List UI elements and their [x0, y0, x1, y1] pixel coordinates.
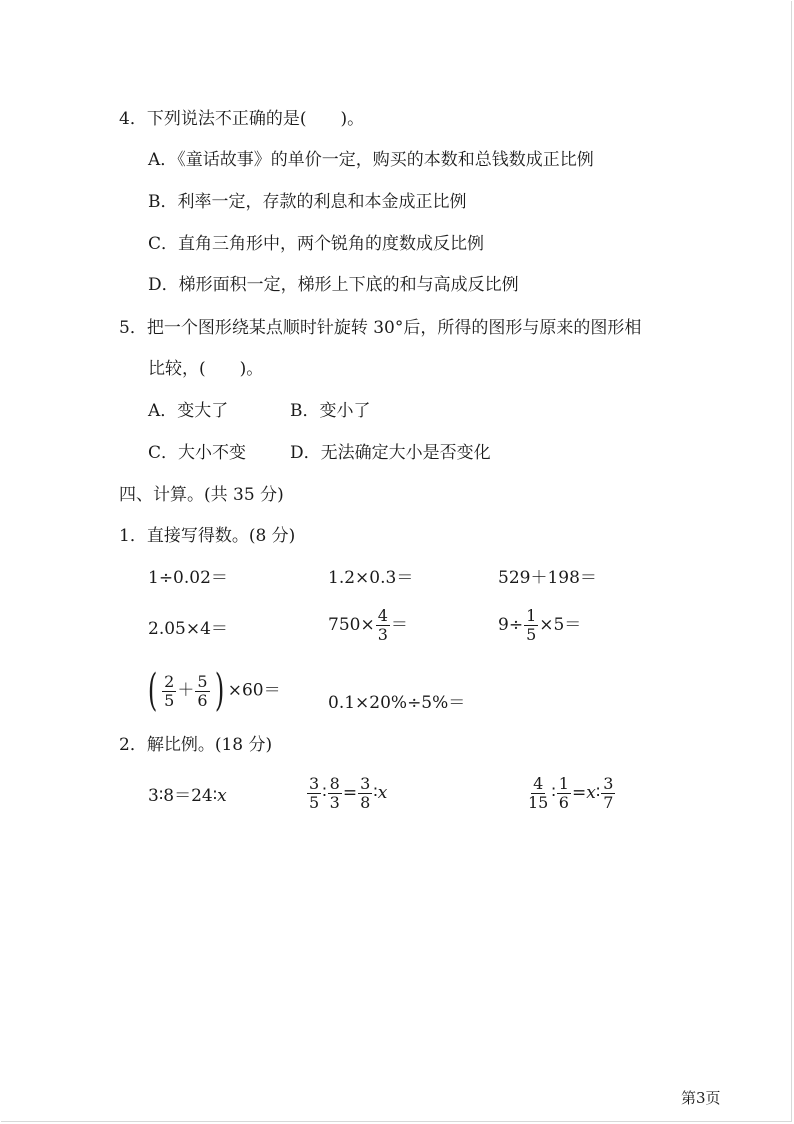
- calc-item-6-prefix: 9÷: [498, 615, 524, 635]
- fraction-numerator: 3: [360, 774, 371, 793]
- fraction-denominator: 5: [309, 793, 320, 812]
- proportion-3: [525, 775, 616, 812]
- plus-sign: ＋: [177, 680, 195, 701]
- section-4-heading: 四、计算。(共 35 分): [119, 485, 284, 505]
- fraction: [307, 775, 321, 812]
- calc-item-7-fraction-1: [162, 673, 176, 710]
- page-number: 第3页: [681, 1089, 721, 1107]
- fraction: [358, 775, 372, 812]
- fraction: [328, 775, 342, 812]
- proportion-1: [148, 785, 227, 807]
- calc-item-2: 1.2×0.3＝: [328, 568, 414, 588]
- fraction: [601, 775, 615, 812]
- fraction-numerator: 5: [197, 671, 208, 691]
- calc-item-6: [498, 607, 581, 644]
- fraction-numerator: 3: [309, 774, 320, 793]
- worksheet-page: [1, 1, 792, 1122]
- fraction-denominator: 3: [377, 625, 388, 644]
- question-5-option-d: D．无法确定大小是否变化: [290, 443, 491, 463]
- fraction-denominator: 5: [164, 690, 175, 710]
- question-5-stem-line1: 5．把一个图形绕某点顺时针旋转 30°后，所得的图形与原来的图形相: [119, 318, 642, 338]
- ratio-colon: ∶: [551, 783, 556, 803]
- question-4-option-d: D．梯形面积一定，梯形上下底的和与高成反比例: [148, 275, 519, 295]
- equals-sign: =: [571, 783, 587, 803]
- fraction-numerator: 8: [329, 774, 340, 793]
- unknown-x: x: [377, 783, 388, 803]
- fraction: [526, 775, 550, 812]
- unknown-x: x: [586, 783, 596, 803]
- equals-sign: =: [342, 783, 358, 803]
- term: 8＝24: [163, 786, 213, 806]
- calc-item-3: 529＋198＝: [498, 568, 597, 588]
- question-4-option-b: B．利率一定，存款的利息和本金成正比例: [148, 192, 467, 212]
- part-2-title: 2．解比例。(18 分): [119, 735, 273, 755]
- calc-item-6-fraction: [524, 607, 538, 644]
- calc-item-5: [328, 607, 408, 644]
- calc-item-7-suffix: ×60＝: [227, 680, 281, 701]
- fraction-denominator: 8: [360, 793, 371, 812]
- fraction-numerator: 2: [164, 671, 175, 691]
- fraction: [557, 775, 571, 812]
- question-5-option-b: B．变小了: [290, 401, 371, 421]
- term: 3: [148, 786, 159, 806]
- calc-item-7-fraction-2: [195, 673, 209, 710]
- calc-item-8: 0.1×20%÷5%＝: [328, 693, 466, 713]
- calc-item-7: [144, 665, 281, 716]
- question-4-stem: 4．下列说法不正确的是( )。: [119, 109, 365, 129]
- fraction-denominator: 6: [558, 793, 569, 812]
- calc-item-5-fraction: [376, 607, 390, 644]
- unknown-x: x: [217, 786, 227, 806]
- proportion-2: [306, 775, 387, 812]
- fraction-numerator: 4: [533, 774, 544, 793]
- right-paren: ): [214, 665, 224, 716]
- ratio-colon: ∶: [322, 783, 327, 803]
- question-5-option-c: C．大小不变: [148, 443, 247, 463]
- fraction-denominator: 6: [197, 690, 208, 710]
- question-4-option-c: C．直角三角形中，两个锐角的度数成反比例: [148, 234, 485, 254]
- calc-item-5-prefix: 750×: [328, 615, 375, 635]
- fraction-denominator: 5: [526, 625, 537, 644]
- part-1-title: 1．直接写得数。(8 分): [119, 526, 296, 546]
- calc-item-5-suffix: ＝: [390, 615, 408, 635]
- fraction-numerator: 3: [603, 774, 614, 793]
- question-5-option-a: A．变大了: [148, 401, 229, 421]
- fraction-denominator: 3: [329, 793, 340, 812]
- question-4-option-a: A．《童话故事》的单价一定，购买的本数和总钱数成正比例: [148, 150, 594, 170]
- ratio-colon: ∶: [158, 786, 164, 806]
- ratio-colon: ∶: [212, 786, 218, 806]
- fraction-denominator: 7: [603, 793, 614, 812]
- calc-item-4: 2.05×4＝: [148, 619, 228, 639]
- ratio-colon: ∶: [595, 783, 601, 803]
- ratio-colon: ∶: [373, 783, 378, 803]
- fraction-numerator: 1: [558, 774, 569, 793]
- fraction-numerator: 1: [526, 606, 537, 625]
- left-paren: (: [147, 665, 158, 716]
- calc-item-6-suffix: ×5＝: [539, 615, 582, 635]
- question-5-stem-line2: 比较，( )。: [148, 359, 264, 379]
- fraction-denominator: 15: [528, 793, 549, 812]
- calc-item-1: 1÷0.02＝: [148, 568, 228, 588]
- fraction-numerator: 4: [377, 606, 388, 625]
